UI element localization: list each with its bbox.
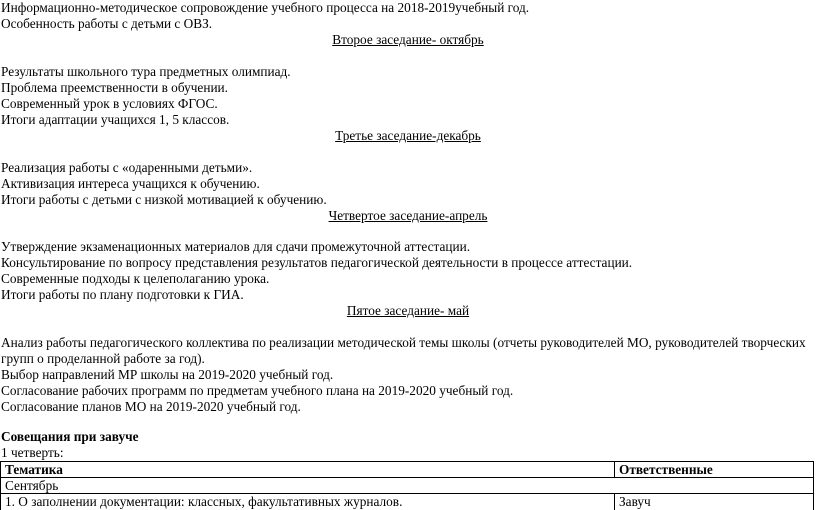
table-month-row — [1, 478, 814, 494]
column-header-topic: Тематика — [1, 462, 615, 478]
meeting-5-item: Согласование рабочих программ по предметам учебного плана на 2019-2020 учебный год. — [1, 383, 514, 398]
row-responsible: Завуч — [615, 494, 814, 510]
meeting-5-item: Согласование планов МО на 2019-2020 учебный год. — [1, 399, 301, 414]
meeting-3-item: Реализация работы с «одаренными детьми». — [1, 160, 253, 175]
zavuch-heading: Совещания при завуче — [1, 429, 139, 444]
table-header-row — [1, 462, 814, 478]
meeting-4-title: Четвертое заседание-апрель — [328, 208, 488, 223]
intro-line-1: Информационно-методическое сопровождение учебного процесса на 2018-2019учебный год. — [1, 0, 530, 15]
meeting-3-item: Итоги работы с детьми с низкой мотивацией к обучению. — [1, 192, 327, 207]
meeting-5-item: Анализ работы педагогического коллектива по реализации методической темы школы (отчеты руководителей МО, руководителей творческих — [1, 335, 806, 350]
meeting-3-title: Третье заседание-декабрь — [335, 128, 481, 143]
meeting-4-item: Современные подходы к целеполаганию урока. — [1, 271, 270, 286]
meeting-5-item: Выбор направлений МР школы на 2019-2020 учебный год. — [1, 367, 334, 382]
meeting-2-item: Результаты школьного тура предметных олимпиад. — [1, 64, 291, 79]
column-header-responsible: Ответственные — [615, 462, 814, 478]
meeting-2-item: Проблема преемственности в обучении. — [1, 80, 229, 95]
quarter-label: 1 четверть: — [1, 445, 64, 460]
meeting-2-title: Второе заседание- октябрь — [332, 32, 484, 47]
meeting-4-item: Итоги работы по плану подготовки к ГИА. — [1, 287, 244, 302]
row-topic: 1. О заполнении документации: классных, факультативных журналов. — [1, 494, 615, 510]
meeting-4-item: Утверждение экзаменационных материалов для сдачи промежуточной аттестации. — [1, 239, 471, 254]
meeting-4-item: Консультирование по вопросу представления результатов педагогической деятельности в процессе аттестации. — [1, 255, 633, 270]
meeting-3-item: Активизация интереса учащихся к обучению. — [1, 176, 260, 191]
table-row — [1, 494, 814, 510]
month-label: Сентябрь — [1, 478, 814, 494]
intro-line-2: Особенность работы с детьми с ОВЗ. — [1, 16, 213, 31]
meetings-table — [0, 461, 814, 510]
meeting-5-title: Пятое заседание- май — [346, 303, 470, 318]
meeting-5-item: групп о проделанной работе за год). — [1, 351, 205, 366]
meeting-2-item: Итоги адаптации учащихся 1, 5 классов. — [1, 112, 230, 127]
meeting-2-item: Современный урок в условиях ФГОС. — [1, 96, 218, 111]
